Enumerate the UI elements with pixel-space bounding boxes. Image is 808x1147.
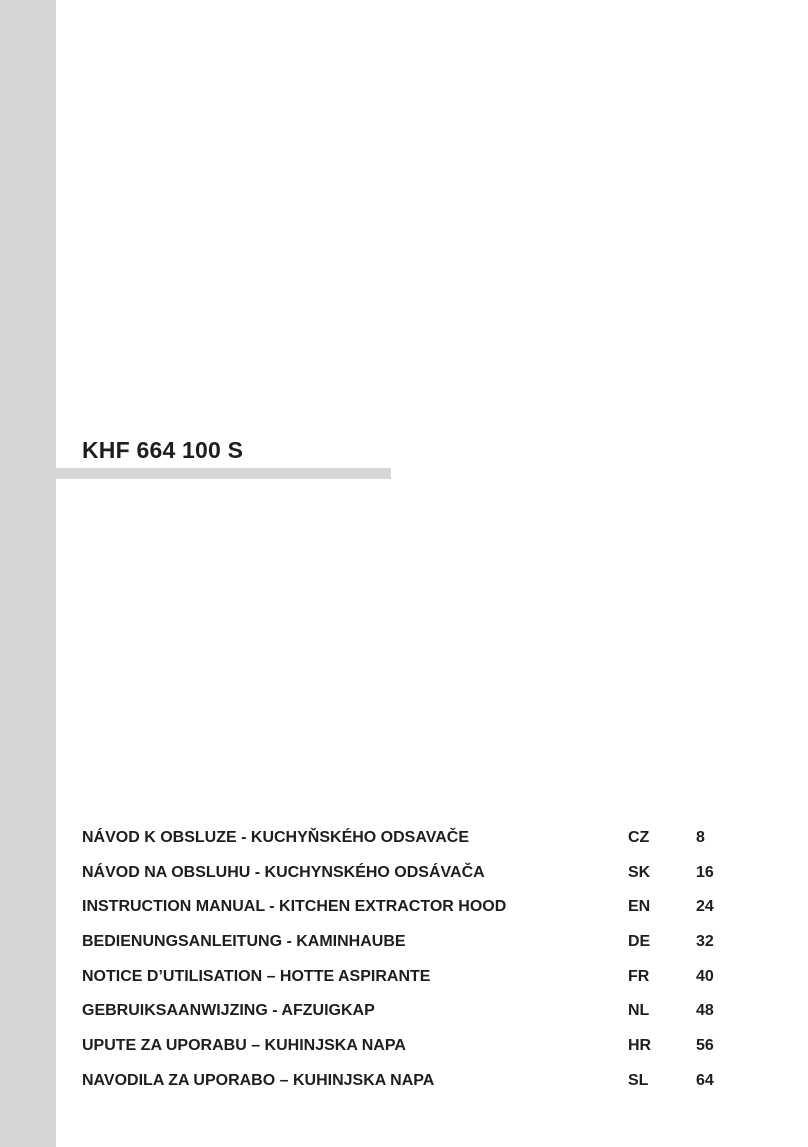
toc-row-en <box>82 895 742 930</box>
toc-title: BEDIENUNGSANLEITUNG - KAMINHAUBE <box>82 933 406 951</box>
toc-language-code: FR <box>628 967 650 985</box>
toc-language-code: HR <box>628 1037 652 1055</box>
toc-row-sk <box>82 861 742 896</box>
model-title: KHF 664 100 S <box>82 437 244 463</box>
toc-page-number: 16 <box>696 863 714 881</box>
toc-language-code: NL <box>628 1002 650 1020</box>
toc-page-number: 8 <box>696 829 705 846</box>
toc-title: NAVODILA ZA UPORABO – KUHINJSKA NAPA <box>82 1071 435 1089</box>
toc-language-code: EN <box>628 898 651 916</box>
toc-title: UPUTE ZA UPORABU – KUHINJSKA NAPA <box>82 1037 406 1055</box>
toc-row-fr <box>82 965 742 1000</box>
toc-page-number: 48 <box>696 1002 714 1020</box>
toc-title: NÁVOD NA OBSLUHU - KUCHYNSKÉHO ODSÁVAČA <box>82 863 485 881</box>
table-of-contents <box>82 826 742 1104</box>
toc-page-number: 32 <box>696 933 714 951</box>
toc-title: NÁVOD K OBSLUZE - KUCHYŇSKÉHO ODSAVAČE <box>82 829 469 846</box>
toc-row-hr <box>82 1034 742 1069</box>
toc-language-code: SL <box>628 1071 649 1089</box>
toc-page-number: 64 <box>696 1071 714 1089</box>
toc-row-de <box>82 930 742 965</box>
toc-page-number: 24 <box>696 898 714 916</box>
toc-title: INSTRUCTION MANUAL - KITCHEN EXTRACTOR HOOD <box>82 898 507 916</box>
toc-page-number: 56 <box>696 1037 714 1055</box>
toc-title: NOTICE D’UTILISATION – HOTTE ASPIRANTE <box>82 967 431 985</box>
toc-language-code: SK <box>628 863 651 881</box>
toc-row-nl <box>82 999 742 1034</box>
toc-title: GEBRUIKSAANWIJZING - AFZUIGKAP <box>82 1002 375 1020</box>
toc-row-sl <box>82 1069 742 1104</box>
toc-page-number: 40 <box>696 967 714 985</box>
toc-row-cz <box>82 826 742 861</box>
toc-language-code: DE <box>628 933 651 951</box>
toc-language-code: CZ <box>628 829 650 846</box>
title-underline-bar <box>56 468 391 479</box>
left-margin-bar <box>0 0 56 1147</box>
